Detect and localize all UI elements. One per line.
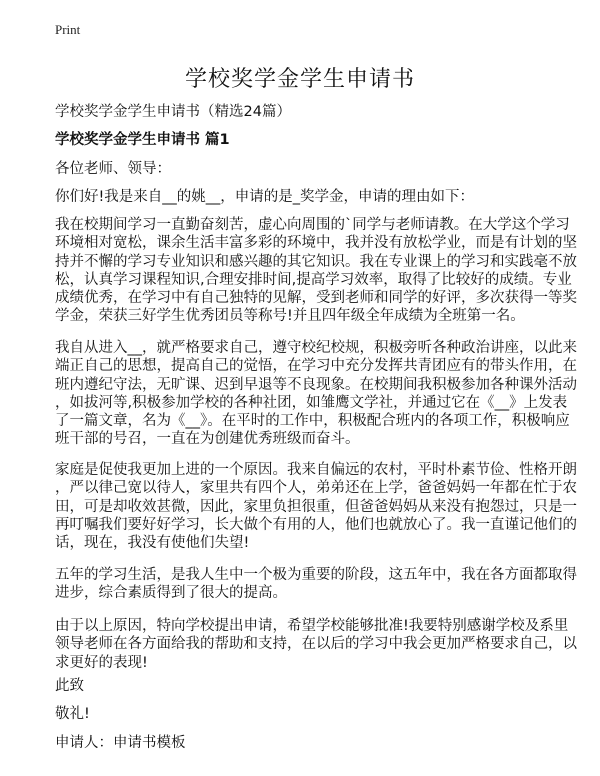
intro-line xyxy=(55,188,555,206)
text-line: 申请人：申请书模板 xyxy=(55,735,186,751)
text-line: 学校奖学金学生申请书 篇1 xyxy=(55,132,230,148)
text-line: 由于以上原因，特向学校提出申请，希望学校能够批准!我要特别感谢学校及系里 xyxy=(55,618,569,634)
text-line: 端正自己的思想，提高自己的觉悟，在学习中充分发挥共青团应有的带头作用，在 xyxy=(55,358,577,375)
text-line: 了一篇文章，名为《__》。在平时的工作中，积极配合班内的各项工作，积极响应 xyxy=(55,413,570,430)
text-line: 学校奖学金学生申请书（精选24篇） xyxy=(55,104,291,120)
section-heading xyxy=(55,131,555,149)
subtitle xyxy=(55,103,555,121)
text-line: ，如拔河等,积极参加学校的各种社团，如雏鹰文学社，并通过它在《__》上发表 xyxy=(55,394,568,411)
signature xyxy=(55,734,555,752)
text-line: 班干部的号召，一直在为创建优秀班级而奋斗。 xyxy=(55,431,360,448)
text-line: 求更好的表现! xyxy=(55,654,148,671)
page-title: 学校奖学金学生申请书 xyxy=(184,67,415,92)
text-line: 持并不懈的学习专业知识和感兴趣的其它知识。我在专业课上的学习和实践毫不放 xyxy=(55,253,577,270)
text-line: 我自从进入__，就严格要求自己，遵守校纪校规，积极旁听各种政治讲座，以此来 xyxy=(55,340,577,356)
paragraph-4 xyxy=(55,566,577,603)
text-line: 你们好!我是来自__的姚__，申请的是_奖学金，申请的理由如下： xyxy=(55,189,475,205)
text-line: 我在校期间学习一直勤奋刻苦，虚心向周围的`同学与老师请教。在大学这个学习 xyxy=(55,217,570,233)
closing xyxy=(55,677,555,695)
text-line: 班内遵纪守法，无旷课、迟到早退等不良现象。在校期间我积极参加各种课外活动 xyxy=(55,376,577,393)
paragraph-5 xyxy=(55,617,577,672)
paragraph-3 xyxy=(55,461,577,552)
text-line: 领导老师在各方面给我的帮助和支持，在以后的学习中我会更加严格要求自己，以 xyxy=(55,636,577,653)
text-line: 田，可是却收效甚微，因此，家里负担很重，但爸爸妈妈从来没有抱怨过，只是一 xyxy=(55,498,577,515)
text-line: ，严以律己宽以待人，家里共有四个人，弟弟还在上学，爸爸妈妈一年都在忙于农 xyxy=(55,480,577,497)
text-line: 再叮嘱我们要好好学习，长大做个有用的人，他们也就放心了。我一直谨记他们的 xyxy=(55,516,577,533)
regards xyxy=(55,705,555,723)
text-line: 敬礼! xyxy=(55,706,90,722)
text-line: 家庭是促使我更加上进的一个原因。我来自偏远的农村，平时朴素节俭、性格开朗 xyxy=(55,462,577,478)
text-line: 成绩优秀，在学习中有自己独特的见解，受到老师和同学的好评，多次获得一等奖 xyxy=(55,290,577,307)
text-line: 环境相对宽松，课余生活丰富多彩的环境中，我并没有放松学业，而是有计划的坚 xyxy=(55,235,577,252)
paragraph-2 xyxy=(55,339,577,449)
text-line: 话，现在，我没有使他们失望! xyxy=(55,535,250,552)
print-link[interactable]: Print xyxy=(55,22,81,37)
salutation xyxy=(55,160,555,178)
text-line: 五年的学习生活，是我人生中一个极为重要的阶段，这五年中，我在各方面都取得 xyxy=(55,567,577,583)
paragraph-1 xyxy=(55,216,577,326)
text-line: 松，认真学习课程知识,合理安排时间,提高学习效率，取得了比较好的成绩。专业 xyxy=(55,271,572,288)
text-line: 学金，荣获三好学生优秀团员等称号!并且四年级全年成绩为全班第一名。 xyxy=(55,308,525,325)
text-line: 进步，综合素质得到了很大的提高。 xyxy=(55,585,287,602)
text-line: 各位老师、领导： xyxy=(55,161,171,177)
text-line: 此致 xyxy=(55,678,84,694)
